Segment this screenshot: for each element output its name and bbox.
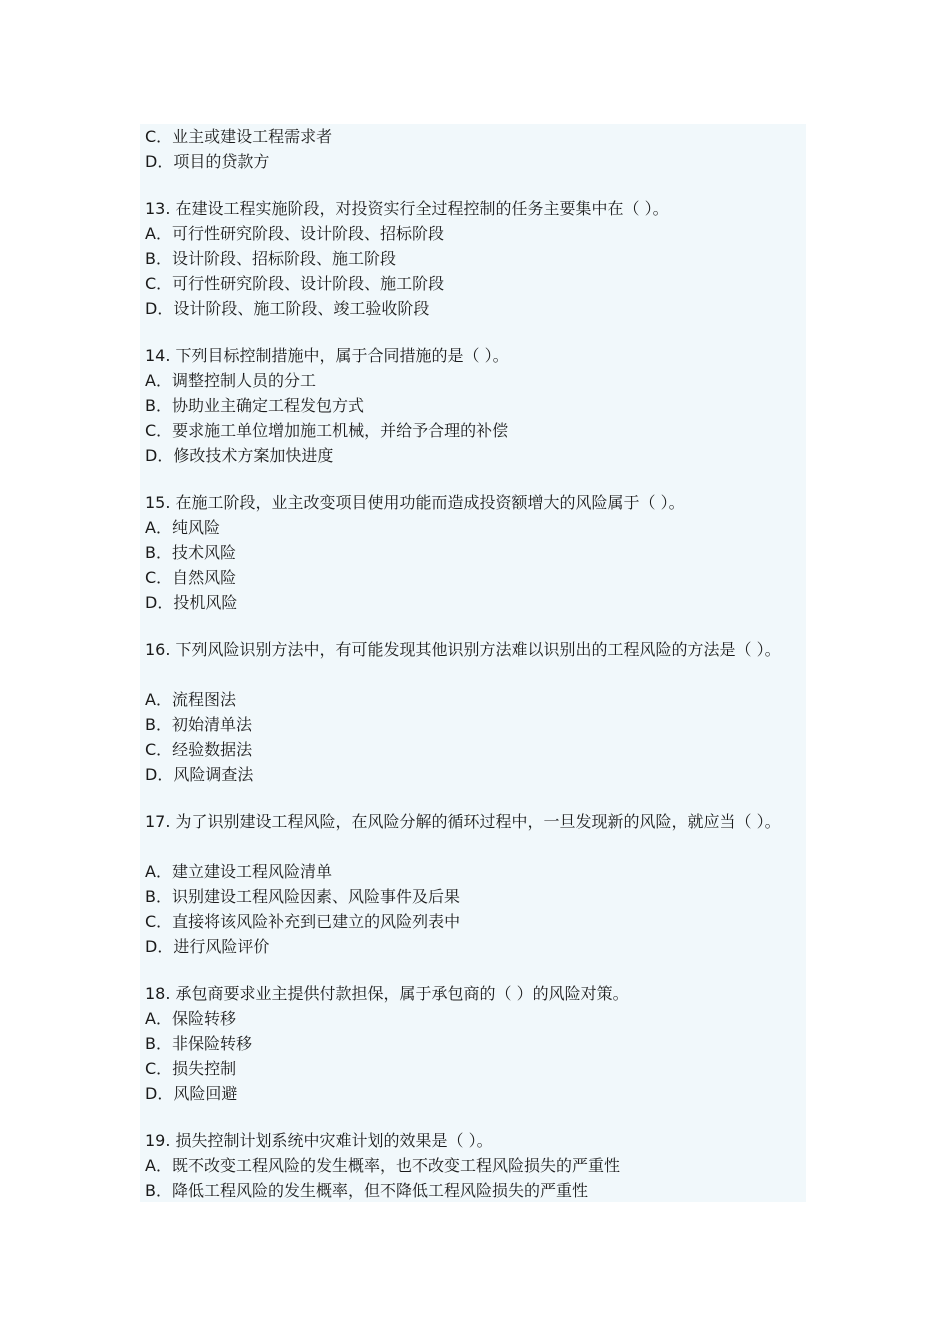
question-15 [145, 490, 810, 615]
option-d: D．投机风险 [145, 593, 238, 612]
option-c: C．自然风险 [145, 568, 237, 587]
option-b: B．降低工程风险的发生概率，但不降低工程风险损失的严重性 [145, 1181, 588, 1200]
option-b: B．技术风险 [145, 543, 236, 562]
question-stem: 14. 下列目标控制措施中，属于合同措施的是（ ）。 [145, 346, 509, 365]
intro-option-c: C．业主或建设工程需求者 [145, 127, 333, 146]
option-d: D．进行风险评价 [145, 937, 270, 956]
question-stem: 13. 在建设工程实施阶段，对投资实行全过程控制的任务主要集中在（ ）。 [145, 199, 669, 218]
option-a: A．可行性研究阶段、设计阶段、招标阶段 [145, 224, 444, 243]
option-c: C．要求施工单位增加施工机械，并给予合理的补偿 [145, 421, 509, 440]
question-stem: 15. 在施工阶段，业主改变项目使用功能而造成投资额增大的风险属于（ ）。 [145, 493, 685, 512]
option-b: B．初始清单法 [145, 715, 252, 734]
option-b: B．设计阶段、招标阶段、施工阶段 [145, 249, 396, 268]
option-a: A．建立建设工程风险清单 [145, 862, 332, 881]
option-a: A．既不改变工程风险的发生概率，也不改变工程风险损失的严重性 [145, 1156, 620, 1175]
question-stem: 16. 下列风险识别方法中，有可能发现其他识别方法难以识别出的工程风险的方法是（ ）。 [145, 640, 781, 659]
intro-option-d: D．项目的贷款方 [145, 152, 270, 171]
question-17 [145, 809, 810, 959]
option-d: D．修改技术方案加快进度 [145, 446, 334, 465]
question-stem: 18. 承包商要求业主提供付款担保，属于承包商的（ ）的风险对策。 [145, 984, 629, 1003]
question-19 [145, 1128, 810, 1203]
option-c: C．损失控制 [145, 1059, 237, 1078]
option-c: C．直接将该风险补充到已建立的风险列表中 [145, 912, 461, 931]
option-d: D．风险回避 [145, 1084, 238, 1103]
question-14 [145, 343, 810, 468]
option-b: B．非保险转移 [145, 1034, 252, 1053]
option-c: C．可行性研究阶段、设计阶段、施工阶段 [145, 274, 445, 293]
option-c: C．经验数据法 [145, 740, 253, 759]
option-d: D．风险调查法 [145, 765, 254, 784]
option-d: D．设计阶段、施工阶段、竣工验收阶段 [145, 299, 430, 318]
option-a: A．调整控制人员的分工 [145, 371, 316, 390]
option-b: B．识别建设工程风险因素、风险事件及后果 [145, 887, 460, 906]
question-list [145, 124, 810, 1203]
option-b: B．协助业主确定工程发包方式 [145, 396, 364, 415]
question-16 [145, 637, 810, 787]
option-a: A．保险转移 [145, 1009, 236, 1028]
option-a: A．流程图法 [145, 690, 236, 709]
question-13 [145, 196, 810, 321]
question-stem: 19. 损失控制计划系统中灾难计划的效果是（ ）。 [145, 1131, 493, 1150]
question-stem: 17. 为了识别建设工程风险，在风险分解的循环过程中，一旦发现新的风险，就应当（ ）。 [145, 812, 781, 831]
option-a: A．纯风险 [145, 518, 220, 537]
question-18 [145, 981, 810, 1106]
